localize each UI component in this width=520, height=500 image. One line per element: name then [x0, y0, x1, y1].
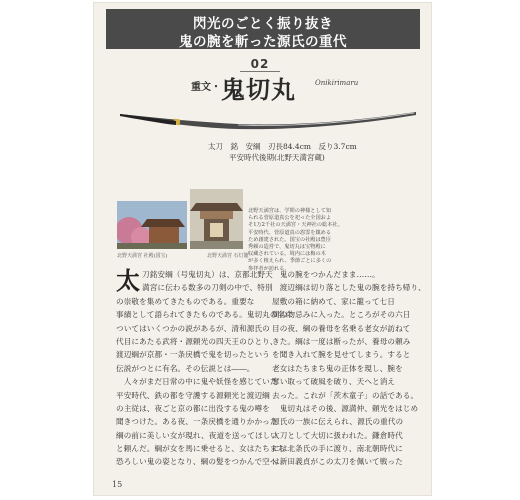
body-line: 満宮に伝わる数多の刀剣の中で、特別 [142, 283, 273, 293]
body-line: 恐ろしい鬼の姿となり、綱の髪をつかんで空へ [116, 457, 278, 467]
body-line: きた。綱は一度は断ったが、養母の頼み [272, 336, 411, 346]
body-line: 渡辺綱は切り落とした鬼の腕を持ち帰り、 [272, 283, 426, 293]
body-line: 目の夜、綱の養母を名乗る老女が訪ねて [272, 323, 411, 333]
body-line: 奪い取って破風を破り、天へと消え [272, 377, 396, 387]
body-line: を聞き入れて腕を見せてしまう。すると [272, 350, 411, 360]
page-number: 15 [112, 480, 123, 489]
header-banner [106, 9, 420, 49]
body-line: 太刀として大切に扱われた。鎌倉時代 [272, 430, 403, 440]
body-line: 代目にあたる武将・源頼光の四天王のひとり、 [116, 336, 278, 346]
sidebar-note-line: 北野天満宮は、学問の神様として知 [248, 208, 332, 214]
entry-number: 02 [250, 57, 270, 71]
lantern-photo [190, 189, 243, 249]
sidebar-note-line: 秀頼の造営で、鬼切丸は宝物殿に [248, 244, 326, 251]
sidebar-note-line: そ1万2千社の天満宮・天神社の総本社。 [248, 222, 343, 229]
body-line: 平安時代、鉄の都を守護する源頼光と渡辺綱 [116, 390, 270, 400]
sidebar-note-line: ため創建された。国宝の社殿は豊臣 [248, 236, 332, 243]
body-line: 間の物忌みに入った。ところがその六日 [272, 310, 411, 320]
sidebar-note-line: られる菅原道真公を祀った全国およ [248, 215, 332, 222]
photo1-caption: 北野天満宮 社殿(国宝) [117, 253, 168, 259]
body-line: の主従は、夜ごと京の都に出没する鬼の噂を [116, 403, 270, 413]
body-column-right [272, 268, 426, 469]
sword-image [118, 102, 418, 142]
sidebar-note-line: 平安時代、菅原道真の怨霊を鎮める [248, 229, 332, 236]
shrine-photo [117, 201, 187, 249]
title-prefix: 重文・ [191, 82, 221, 93]
sword-title [191, 70, 381, 104]
body-line: は新田義貞がこの太刀を佩いて戦った [272, 457, 403, 467]
body-line: ついてはいくつかの説があるが、清和源氏の [116, 323, 270, 333]
body-line: 聞きつけた。ある夜、一条戻橋を通りかかった [116, 417, 278, 427]
sword-specs-line2: 平安時代後期(北野天満宮蔵) [229, 153, 325, 162]
body-line: 屋敷の箱に納めて、家に籠って七日 [272, 296, 395, 306]
body-line: 源氏の一族に伝えられ、源氏の重代の [272, 417, 404, 427]
body-line: の崇敬を集めてきたものである。重要な [116, 296, 255, 306]
body-line: 人々がまだ日常の中に鬼や妖怪を感じていた [116, 377, 278, 387]
body-line: 刀銘安綱（号鬼切丸）は、京都北野天 [142, 270, 273, 279]
sidebar-note-line: 参拝者が訪れる。 [248, 265, 290, 272]
body-line: 渡辺綱が京都・一条戻橋で鬼を切ったという [116, 350, 270, 360]
header-line-1: 閃光のごとく振り抜き [193, 16, 333, 32]
title-latin: Onikirimaru [315, 79, 359, 87]
header-line-2: 鬼の腕を斬った源氏の重代 [179, 34, 347, 50]
body-line: 鬼の腕をつかんだまま……。 [272, 270, 380, 279]
body-line: 老女はたちまち鬼の正体を現し、腕を [272, 363, 403, 373]
body-line: 綱の前に美しい女が現れ、夜道を送ってほしい [116, 430, 279, 440]
body-line: 去った。これが「茨木童子」の話である。 [272, 390, 419, 400]
sidebar-note [248, 208, 368, 273]
sidebar-note-line: が多く植えられ、季節ごとに多くの [248, 258, 332, 265]
photo2-caption: 北野天満宮 石灯籠 [207, 253, 249, 259]
body-line: 事績として語られてきたものである。鬼切丸の名に [116, 310, 293, 320]
body-line: 鬼切丸はその後、源満仲、頼光をはじめ [272, 403, 419, 413]
body-line: と頼んだ。綱が女を馬に乗せると、女はたちまち [116, 444, 286, 454]
body-line: 伝説がつとに有名。その伝説とは――。 [116, 363, 255, 373]
title-main: 鬼切丸 [221, 75, 296, 104]
sword-specs-line1: 太刀 銘 安綱 刃長84.4cm 反り3.7cm [208, 142, 357, 151]
drop-cap: 太 [116, 266, 140, 295]
sidebar-note-line: 収蔵されている。境内には梅の木 [248, 251, 326, 258]
body-line: には北条氏の手に渡り、南北朝時代に [272, 444, 403, 454]
